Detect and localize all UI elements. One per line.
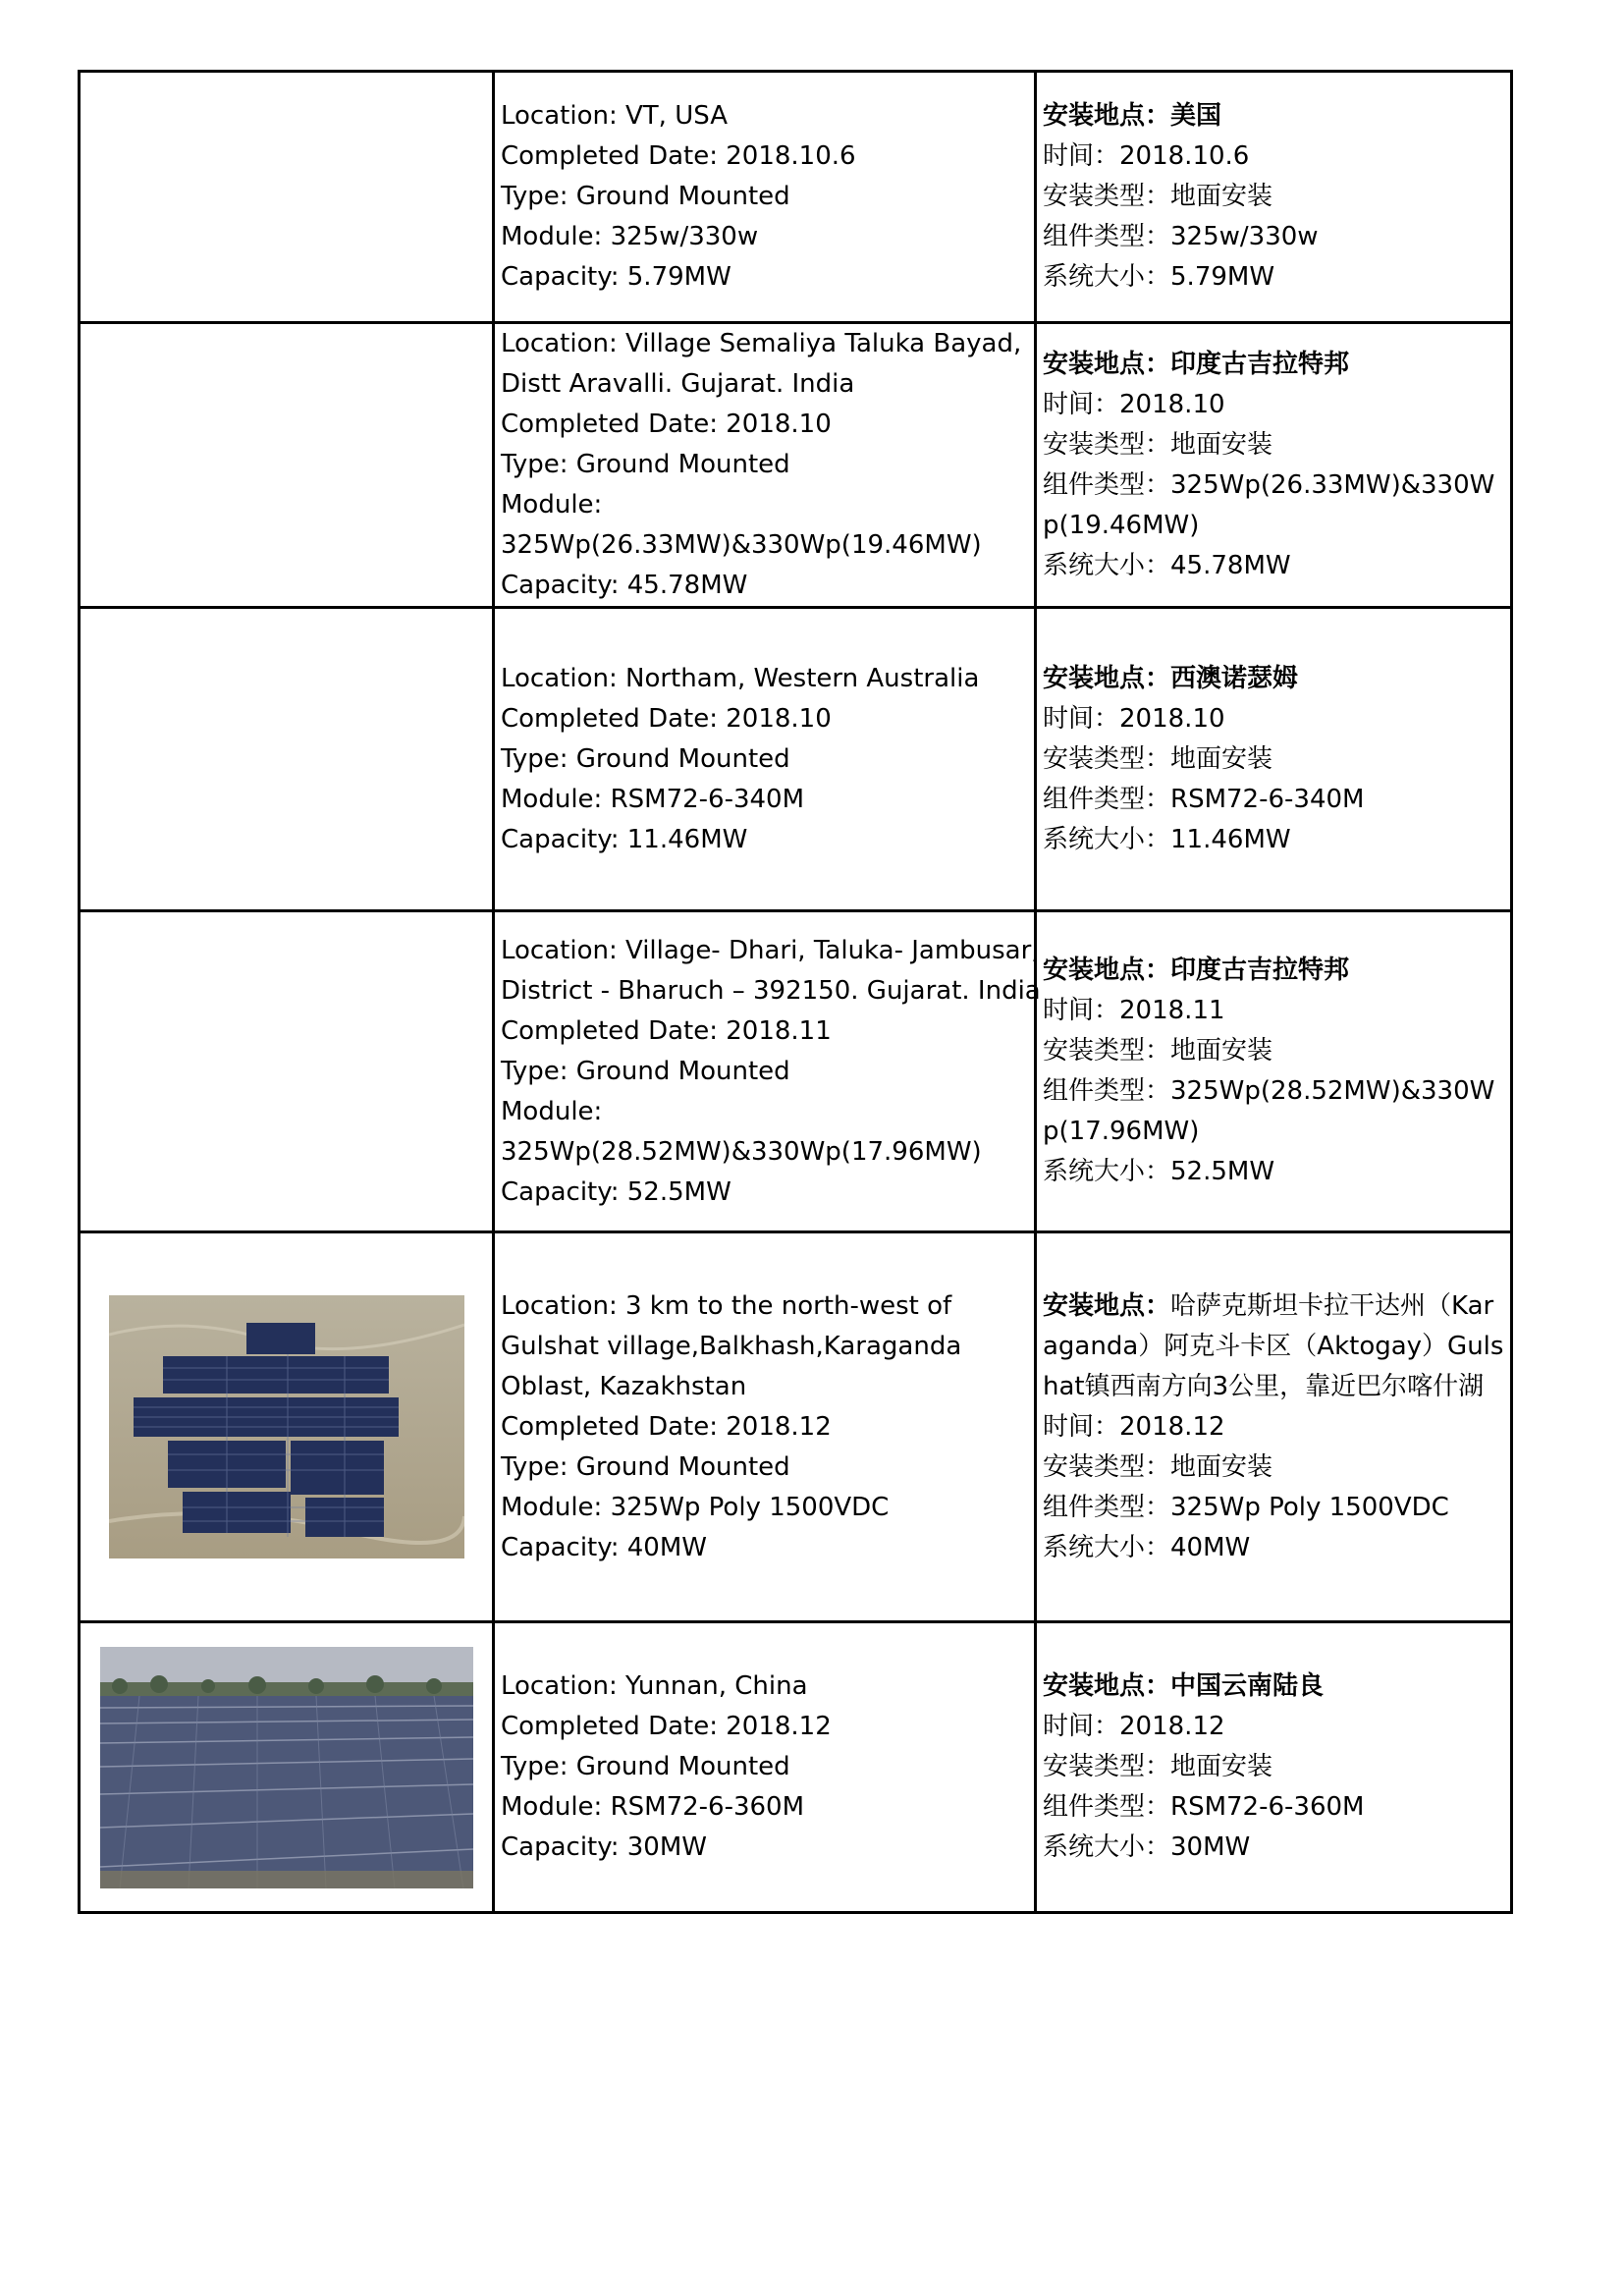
zh-value: 325w/330w [1170,222,1319,251]
zh-value: 45.78MW [1170,550,1291,580]
chinese-details-cell [1036,608,1512,911]
zh-location-line [1043,1667,1504,1707]
en-line: District - Bharuch – 392150. Gujarat. India [501,975,1041,1006]
zh-value: 地面安装 [1170,429,1273,460]
zh-value: 11.46MW [1170,824,1291,854]
zh-value: RSM72-6-340M [1170,784,1365,814]
english-details-cell [494,323,1036,608]
en-line: Completed Date: 2018.12 [501,1411,832,1442]
zh-value: 地面安装 [1170,1752,1273,1781]
zh-value: 30MW [1170,1832,1251,1862]
zh-type-line [1043,1031,1504,1071]
en-line: Capacity: 52.5MW [501,1176,731,1207]
en-line: Completed Date: 2018.10.6 [501,141,856,171]
zh-capacity-line [1043,257,1504,298]
zh-capacity-line [1043,546,1504,586]
zh-label: 安装地点： [1043,956,1171,985]
english-details-cell [494,1232,1036,1622]
english-details-cell [494,911,1041,1232]
photo-cell [80,608,494,911]
zh-module-line [1043,780,1504,820]
zh-capacity-line [1043,1528,1504,1568]
zh-label: 时间： [1043,703,1120,734]
en-line: Capacity: 11.46MW [501,824,748,854]
zh-value: 地面安装 [1170,182,1273,211]
zh-date-line [1043,1707,1504,1747]
zh-label: 安装地点： [1043,1290,1171,1321]
english-details-cell [494,1622,1036,1913]
zh-value: 西澳诺瑟姆 [1170,663,1299,693]
zh-label: 安装地点： [1043,349,1171,379]
zh-module-line [1043,1787,1504,1828]
en-line: Location: Village Semaliya Taluka Bayad, [501,329,1022,358]
table-row [80,1622,1512,1913]
table-row [80,608,1512,911]
zh-capacity-line [1043,820,1504,860]
zh-capacity-line [1043,1152,1504,1192]
en-line: Type: Ground Mounted [501,1451,790,1482]
zh-type-line [1043,1747,1504,1787]
english-details-cell [494,608,1036,911]
zh-value: 40MW [1170,1532,1251,1562]
chinese-details-cell [1036,323,1512,608]
zh-value: RSM72-6-360M [1170,1792,1365,1822]
chinese-details-cell [1036,1232,1512,1622]
zh-label: 组件类型： [1043,469,1171,500]
solar-farm-ground-photo [100,1647,473,1888]
zh-label: 时间： [1043,141,1120,171]
en-line: Module: 325w/330w [501,222,759,251]
zh-label: 时间： [1043,1411,1120,1442]
chinese-details-cell [1036,911,1512,1232]
en-line: Module: RSM72-6-340M [501,784,805,814]
en-line: Capacity: 40MW [501,1532,707,1562]
en-line: Module: [501,490,603,519]
en-line: Capacity: 30MW [501,1832,707,1862]
zh-label: 安装地点： [1043,1671,1171,1701]
en-line: Type: Ground Mounted [501,182,790,211]
table-row [80,911,1512,1232]
photo-cell [80,72,494,323]
zh-capacity-line [1043,1828,1504,1868]
en-line: Completed Date: 2018.12 [501,1712,832,1741]
zh-value: 美国 [1170,101,1222,131]
zh-value: 地面安装 [1170,1451,1273,1482]
en-line: Type: Ground Mounted [501,1752,790,1781]
zh-value: 325Wp(28.52MW)&330Wp(17.96MW) [1043,1076,1495,1146]
zh-value: 5.79MW [1170,262,1275,292]
zh-label: 系统大小： [1043,824,1171,854]
en-line: Capacity: 45.78MW [501,571,748,600]
projects-table [78,70,1513,1914]
zh-label: 组件类型： [1043,784,1171,814]
zh-label: 组件类型： [1043,1076,1171,1106]
zh-value: 2018.11 [1119,996,1225,1025]
table-row [80,72,1512,323]
zh-date-line [1043,385,1504,425]
zh-value: 印度古吉拉特邦 [1170,956,1350,985]
zh-label: 时间： [1043,389,1120,419]
zh-date-line [1043,699,1504,739]
zh-value: 地面安装 [1170,1036,1273,1066]
zh-type-line [1043,739,1504,780]
zh-date-line [1043,137,1504,177]
zh-label: 组件类型： [1043,1492,1171,1522]
zh-date-line [1043,1407,1504,1448]
zh-label: 组件类型： [1043,222,1171,251]
zh-label: 系统大小： [1043,550,1171,580]
en-line: Location: Village- Dhari, Taluka- Jambusar, [501,935,1040,965]
zh-value: 印度古吉拉特邦 [1170,349,1350,379]
zh-label: 系统大小： [1043,1532,1171,1562]
zh-value: 2018.10.6 [1119,141,1250,171]
en-line: Gulshat village,Balkhash,Karaganda [501,1331,962,1361]
zh-value: 52.5MW [1170,1157,1275,1186]
en-line: Oblast, Kazakhstan [501,1371,747,1401]
table-row [80,1232,1512,1622]
zh-label: 时间： [1043,996,1120,1025]
photo-cell [80,1232,494,1622]
en-line: Location: Northam, Western Australia [501,663,980,693]
zh-label: 组件类型： [1043,1792,1171,1822]
photo-cell [80,323,494,608]
en-line: Module: 325Wp Poly 1500VDC [501,1492,890,1522]
zh-label: 时间： [1043,1712,1120,1741]
zh-location-line [1043,96,1504,137]
photo-cell [80,911,494,1232]
zh-value: 2018.12 [1119,1411,1225,1442]
zh-value: 325Wp Poly 1500VDC [1170,1492,1449,1522]
zh-label: 安装地点： [1043,101,1171,131]
chinese-details-cell [1036,72,1512,323]
zh-value: 地面安装 [1170,743,1273,774]
zh-label: 安装类型： [1043,1752,1171,1781]
zh-label: 系统大小： [1043,262,1171,292]
zh-label: 安装类型： [1043,429,1171,460]
zh-value: 2018.10 [1119,389,1225,419]
zh-module-line [1043,1488,1504,1528]
en-line: 325Wp(28.52MW)&330Wp(17.96MW) [501,1136,982,1167]
zh-module-line [1043,465,1504,546]
zh-type-line [1043,425,1504,465]
zh-label: 安装类型： [1043,1036,1171,1066]
en-line: 325Wp(26.33MW)&330Wp(19.46MW) [501,530,982,560]
en-line: Module: RSM72-6-360M [501,1792,805,1822]
en-line: Type: Ground Mounted [501,1056,790,1086]
zh-value: 325Wp(26.33MW)&330Wp(19.46MW) [1043,469,1495,540]
zh-label: 安装类型： [1043,743,1171,774]
table-row [80,323,1512,608]
zh-value: 哈萨克斯坦卡拉干达州（Karaganda）阿克斗卡区（Aktogay）Gulshat镇西南方向3公里，靠近巴尔喀什湖 [1043,1290,1504,1401]
zh-label: 安装类型： [1043,1451,1171,1482]
zh-label: 系统大小： [1043,1832,1171,1862]
en-line: Location: 3 km to the north-west of [501,1290,952,1321]
zh-module-line [1043,217,1504,257]
zh-label: 安装类型： [1043,182,1171,211]
english-details-cell [494,72,1036,323]
zh-value: 2018.10 [1119,703,1225,734]
en-line: Capacity: 5.79MW [501,262,731,292]
zh-module-line [1043,1071,1504,1152]
en-line: Location: Yunnan, China [501,1671,808,1701]
en-line: Module: [501,1096,603,1126]
zh-type-line [1043,177,1504,217]
zh-type-line [1043,1448,1504,1488]
zh-location-line [1043,1286,1504,1407]
zh-value: 2018.12 [1119,1712,1225,1741]
en-line: Type: Ground Mounted [501,743,790,774]
zh-location-line [1043,951,1504,991]
photo-cell [80,1622,494,1913]
en-line: Completed Date: 2018.10 [501,703,832,734]
en-line: Completed Date: 2018.10 [501,410,832,439]
en-line: Completed Date: 2018.11 [501,1015,832,1046]
zh-location-line [1043,345,1504,385]
zh-date-line [1043,991,1504,1031]
zh-location-line [1043,659,1504,699]
en-line: Distt Aravalli. Gujarat. India [501,369,855,399]
solar-farm-aerial-photo [109,1295,464,1558]
zh-value: 中国云南陆良 [1170,1671,1325,1701]
chinese-details-cell [1036,1622,1512,1913]
en-line: Location: VT, USA [501,101,728,131]
en-line: Type: Ground Mounted [501,450,790,479]
zh-label: 安装地点： [1043,663,1171,693]
zh-label: 系统大小： [1043,1157,1171,1186]
